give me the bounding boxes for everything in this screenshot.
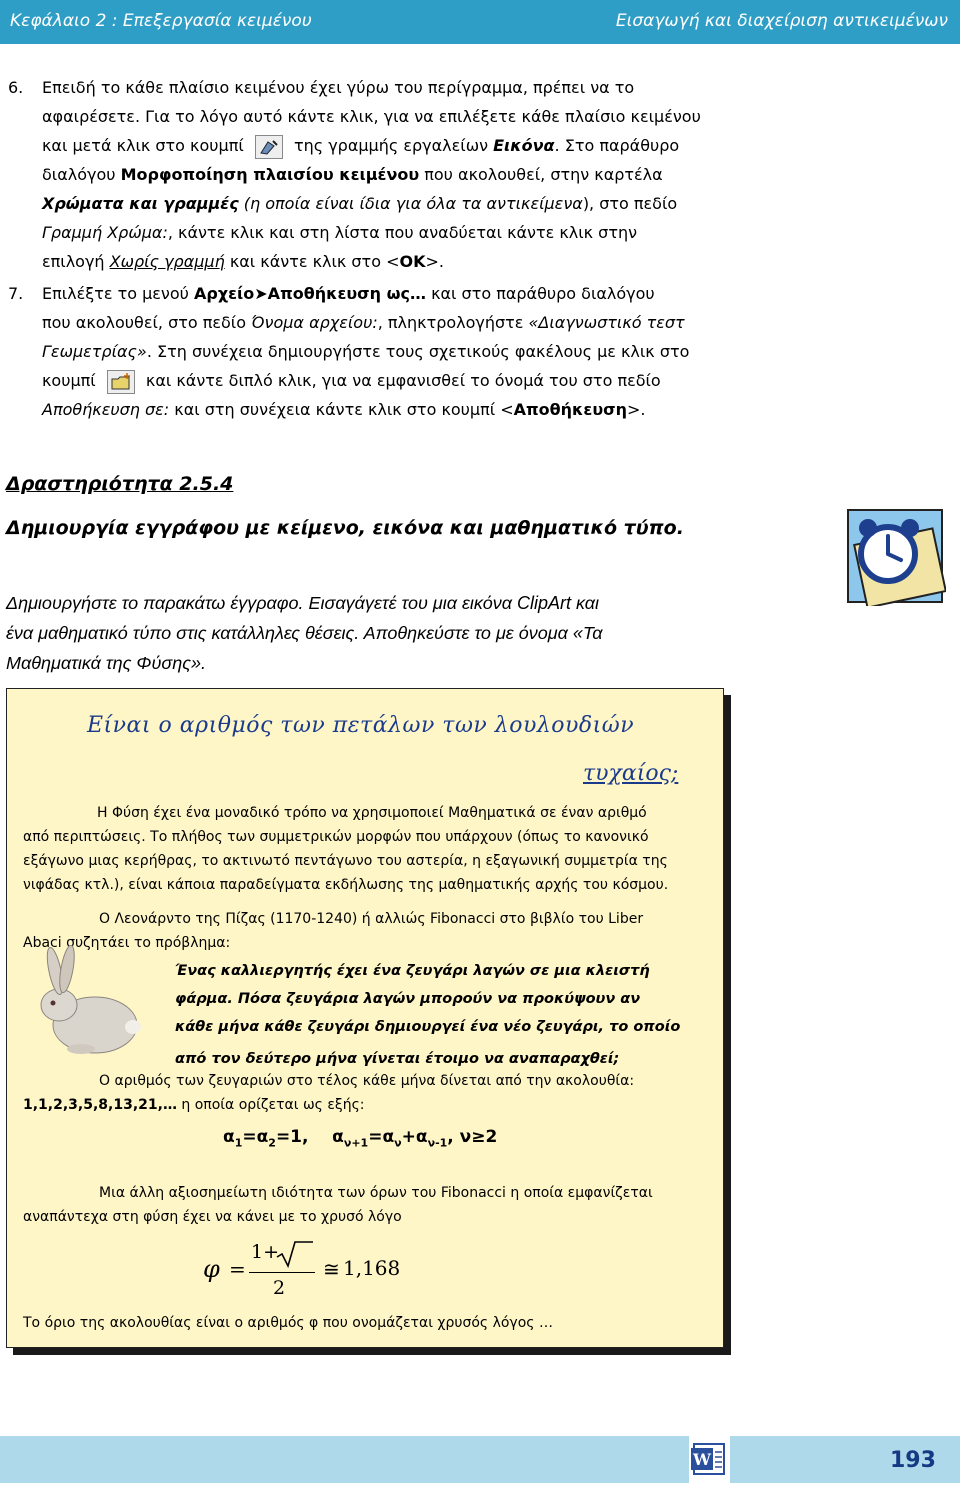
text: Χρώματα και γραμμές — [42, 194, 239, 213]
section-title: Εισαγωγή και διαχείριση αντικειμένων — [615, 11, 948, 31]
page-footer — [0, 1436, 960, 1483]
equals-sign: = — [229, 1257, 246, 1281]
intro-line: ένα μαθηματικό τύπο στις κατάλληλες θέσεις. Αποθηκεύστε το με όνομα «Τα — [6, 623, 603, 643]
intro-line: Δημιουργήστε το παρακάτω έγγραφο. Εισαγάγετέ του μια εικόνα ClipArt και — [6, 593, 600, 613]
text: και μετά κλικ στο κουμπί — [42, 136, 244, 155]
step6-text — [42, 73, 732, 276]
text: >. — [425, 252, 444, 271]
step6-number: 6. — [8, 78, 24, 97]
step6-line7 — [42, 247, 732, 276]
numerator: 1+ — [251, 1241, 280, 1263]
step7-line4 — [42, 366, 732, 395]
sample-document-box — [6, 688, 724, 1348]
text: Εικόνα — [493, 136, 555, 155]
box-paragraph5 — [23, 1311, 713, 1335]
text: Αποθήκευση — [513, 400, 627, 419]
step7-line2 — [42, 308, 732, 337]
text: Χωρίς γραμμή — [109, 252, 225, 271]
word-logo-icon — [689, 1436, 730, 1483]
text: . Στη συνέχεια δημιουργήστε τους σχετικούς φακέλους με κλικ στο — [146, 342, 690, 361]
fibonacci-sequence: 1,1,2,3,5,8,13,21,… — [23, 1097, 177, 1113]
text: επιλογή — [42, 252, 105, 271]
page-number: 193 — [890, 1448, 936, 1473]
box-title-line2: τυχαίος; — [583, 761, 679, 786]
text: ), στο πεδίο — [582, 194, 678, 213]
box-paragraph4 — [23, 1181, 713, 1229]
new-folder-button-icon[interactable] — [107, 370, 135, 394]
step6-line1: Επειδή το κάθε πλαίσιο κειμένου έχει γύρω του περίγραμμα, πρέπει να το — [42, 78, 635, 97]
text: Γραμμή Χρώμα: — [42, 223, 168, 242]
denominator: 2 — [273, 1277, 286, 1299]
activity-intro — [6, 588, 746, 678]
rabbit-problem-quote — [175, 957, 715, 1073]
rabbit-icon — [29, 945, 149, 1060]
text: φάρμα. Πόσα ζευγάρια λαγών μπορούν να προκύψουν αν — [175, 991, 641, 1007]
golden-ratio-formula — [203, 1241, 423, 1305]
text: από περιπτώσεις. Το πλήθος των συμμετρικών μορφών που υπάρχουν (όπως το κανονικό — [23, 829, 649, 845]
activity-subtitle: Δημιουργία εγγράφου με κείμενο, εικόνα και μαθηματικό τύπο. — [6, 517, 684, 539]
text: Το όριο της ακολουθίας είναι ο αριθμός φ που ονομάζεται χρυσός λόγος — [23, 1315, 535, 1331]
intro-line: Μαθηματικά της Φύσης». — [6, 653, 206, 673]
box-paragraph3 — [23, 1069, 713, 1117]
svg-text:W: W — [693, 1450, 711, 1469]
text: που ακολουθεί, στην καρτέλα — [424, 165, 663, 184]
text: αναπάντεχα στη φύση έχει να κάνει με το χρυσό λόγο — [23, 1209, 402, 1225]
step6-line2: αφαιρέσετε. Για το λόγο αυτό κάντε κλικ, για να επιλέξετε κάθε πλαίσιο κειμένου — [42, 107, 701, 126]
box-paragraph1 — [23, 801, 703, 897]
text: κουμπί — [42, 371, 96, 390]
text: και κάντε διπλό κλικ, για να εμφανισθεί το όνομά του στο πεδίο — [145, 371, 661, 390]
ellipsis: … — [534, 1315, 553, 1331]
step7-line1 — [42, 279, 732, 308]
line-style-button-icon[interactable] — [255, 135, 283, 159]
text: , κάντε κλικ και στη λίστα που αναδύεται κάντε κλικ στην — [167, 223, 638, 242]
text: Ένας καλλιεργητής έχει ένα ζευγάρι λαγών σε μια κλειστή — [175, 963, 650, 979]
text: Ο αριθμός των ζευγαριών στο τέλος κάθε μήνα δίνεται από την ακολουθία: — [99, 1073, 635, 1089]
chapter-title: Κεφάλαιο 2 : Επεξεργασία κειμένου — [10, 11, 312, 31]
text: Επιλέξτε το μενού — [42, 284, 189, 303]
text: Η Φύση έχει ένα μοναδικό τρόπο να χρησιμοποιεί Μαθηματικά σε έναν αριθμό — [97, 805, 647, 821]
recurrence-formula: $\alpha_1=\alpha_2=1$, $\alpha_{\nu+1}=\alpha_\nu+\alpha_{\nu-1}$, ν≥2 — [223, 1127, 498, 1150]
step7-line3 — [42, 337, 732, 366]
phi-value: 1,168 — [343, 1256, 401, 1280]
text: >. — [626, 400, 646, 419]
text: Abaci συζητάει το πρόβλημα: — [23, 935, 231, 951]
text: και κάντε κλικ στο < — [229, 252, 400, 271]
text: Ο Λεονάρντο της Πίζας (1170-1240) ή αλλιώς Fibonacci στο βιβλίο του Liber — [99, 911, 644, 927]
step7-number: 7. — [8, 284, 24, 303]
step6-line3 — [42, 131, 732, 160]
step6-line5 — [42, 189, 732, 218]
step6-line6 — [42, 218, 732, 247]
approx-sign: ≅ — [323, 1257, 340, 1281]
phi-symbol: φ — [203, 1255, 220, 1283]
text: της γραμμής εργαλείων — [293, 136, 489, 155]
text: Μορφοποίηση πλαισίου κειμένου — [120, 165, 420, 184]
activity-title: Δραστηριότητα 2.5.4 — [6, 473, 234, 495]
text: και στη συνέχεια κάντε κλικ στο κουμπί < — [174, 400, 514, 419]
text: η οποία ορίζεται ως εξής: — [181, 1097, 365, 1113]
text: κάθε μήνα κάθε ζευγάρι δημιουργεί ένα νέο ζευγάρι, το οποίο — [175, 1019, 681, 1035]
text: και στο παράθυρο διαλόγου — [431, 284, 655, 303]
sqrt-icon — [275, 1239, 315, 1269]
step7-line5 — [42, 395, 732, 424]
fraction-bar — [249, 1272, 315, 1273]
alarm-clock-icon — [846, 506, 946, 606]
text: (η οποία είναι ίδια για όλα τα αντικείμενα — [243, 194, 583, 213]
text: από τον δεύτερο μήνα γίνεται έτοιμο να αναπαραχθεί; — [175, 1051, 620, 1067]
text: OK — [399, 252, 426, 271]
step6-line4 — [42, 160, 732, 189]
text: Γεωμετρίας» — [42, 342, 147, 361]
text: που ακολουθεί, στο πεδίο — [42, 313, 246, 332]
text: Όνομα αρχείου: — [251, 313, 378, 332]
text: εξάγωνο μιας κερήθρας, το ακτινωτό πεντάγωνο του αστερία, η εξαγωνική συμμετρία της — [23, 853, 668, 869]
text: Αποθήκευση σε: — [42, 400, 170, 419]
text: νιφάδας κτλ.), είναι κάποια παραδείγματα εκδήλωσης της μαθηματικής αρχής του κόσμου. — [23, 877, 669, 893]
box-title-line1: Είναι ο αριθμός των πετάλων των λουλουδιών — [87, 713, 635, 738]
step7-text — [42, 279, 732, 424]
text: διαλόγου — [42, 165, 116, 184]
text: Μια άλλη αξιοσημείωτη ιδιότητα των όρων του Fibonacci η οποία εμφανίζεται — [99, 1185, 653, 1201]
text: , πληκτρολογήστε — [377, 313, 524, 332]
page-header — [0, 0, 960, 44]
text: Αρχείο➤Αποθήκευση ως… — [193, 284, 426, 303]
text: . Στο παράθυρο — [554, 136, 680, 155]
text: «Διαγνωστικό τεστ — [528, 313, 685, 332]
